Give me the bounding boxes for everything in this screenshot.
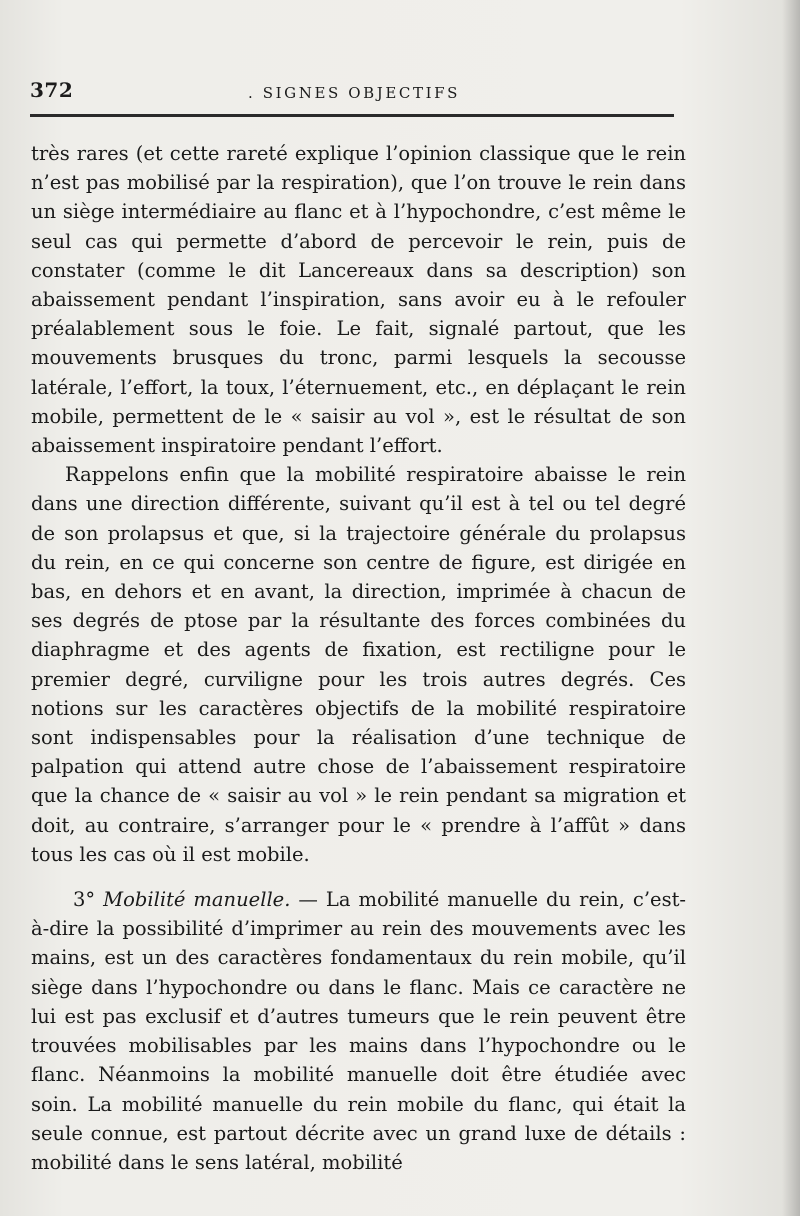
- section-text: La mobilité manuelle du rein, c’est-à-dire la possibilité d’imprimer au rein des mouvements avec les mains, est un des caractères fondamentaux du rein mobile, qu’il siège dans l’hypochondre ou dans le flanc. Mais ce caractère ne lui est pas exclusif et d’autres tumeurs que le rein peuvent être trouvées mobilisables par les mains dans l’hypochondre ou le flanc. Néanmoins la mobilité manuelle doit être étudiée avec soin. La mobilité manuelle du rein mobile du flanc, qui était la seule connue, est partout décrite avec un grand luxe de détails : mobilité dans le sens latéral, mobilité: [31, 888, 687, 1174]
- section-manual-mobility: [31, 885, 686, 1177]
- section-title: Mobilité manuelle.: [103, 888, 291, 912]
- section-dash: —: [298, 888, 318, 912]
- paragraph-continued: très rares (et cette rareté explique l’opinion classique que le rein n’est pas mobilisé par la respiration), que l’on trouve le rein dans un siège intermédiaire au flanc et à l’hypochondre, c’est même le seul cas qui permette d’abord de percevoir le rein, puis de constater (comme le dit Lancereaux dans sa description) son abaissement pendant l’inspiration, sans avoir eu à le refouler préalablement sous le foie. Le fait, signalé partout, que les mouvements brusques du tronc, parmi lesquels la secousse latérale, l’effort, la toux, l’éternuement, etc., en déplaçant le rein mobile, permettent de le « saisir au vol », est le résultat de son abaissement inspiratoire pendant l’effort.: [31, 142, 686, 458]
- page-number: 372: [30, 78, 74, 102]
- page-edge-shadow: [782, 0, 800, 1216]
- running-title: . SIGNES OBJECTIFS: [248, 84, 461, 102]
- header-rule: [30, 114, 674, 117]
- section-number: 3°: [73, 888, 96, 912]
- page-body: [31, 139, 686, 1177]
- page-header: [30, 78, 690, 108]
- paragraph-respiratory-mobility: Rappelons enfin que la mobilité respiratoire abaisse le rein dans une direction différente, suivant qu’il est à tel ou tel degré de son prolapsus et que, si la trajectoire générale du prolapsus du rein, en ce qui concerne son centre de figure, est dirigée en bas, en dehors et en avant, la direction, imprimée à chacun de ses degrés de ptose par la résultante des forces combinées du diaphragme et des agents de fixation, est rectiligne pour le premier degré, curviligne pour les trois autres degrés. Ces notions sur les caractères objectifs de la mobilité respiratoire sont indispensables pour la réalisation d’une technique de palpation qui attend autre chose de l’abaissement respiratoire que la chance de « saisir au vol » le rein pendant sa migration et doit, au contraire, s’arranger pour le « prendre à l’affût » dans tous les cas où il est mobile.: [31, 463, 686, 866]
